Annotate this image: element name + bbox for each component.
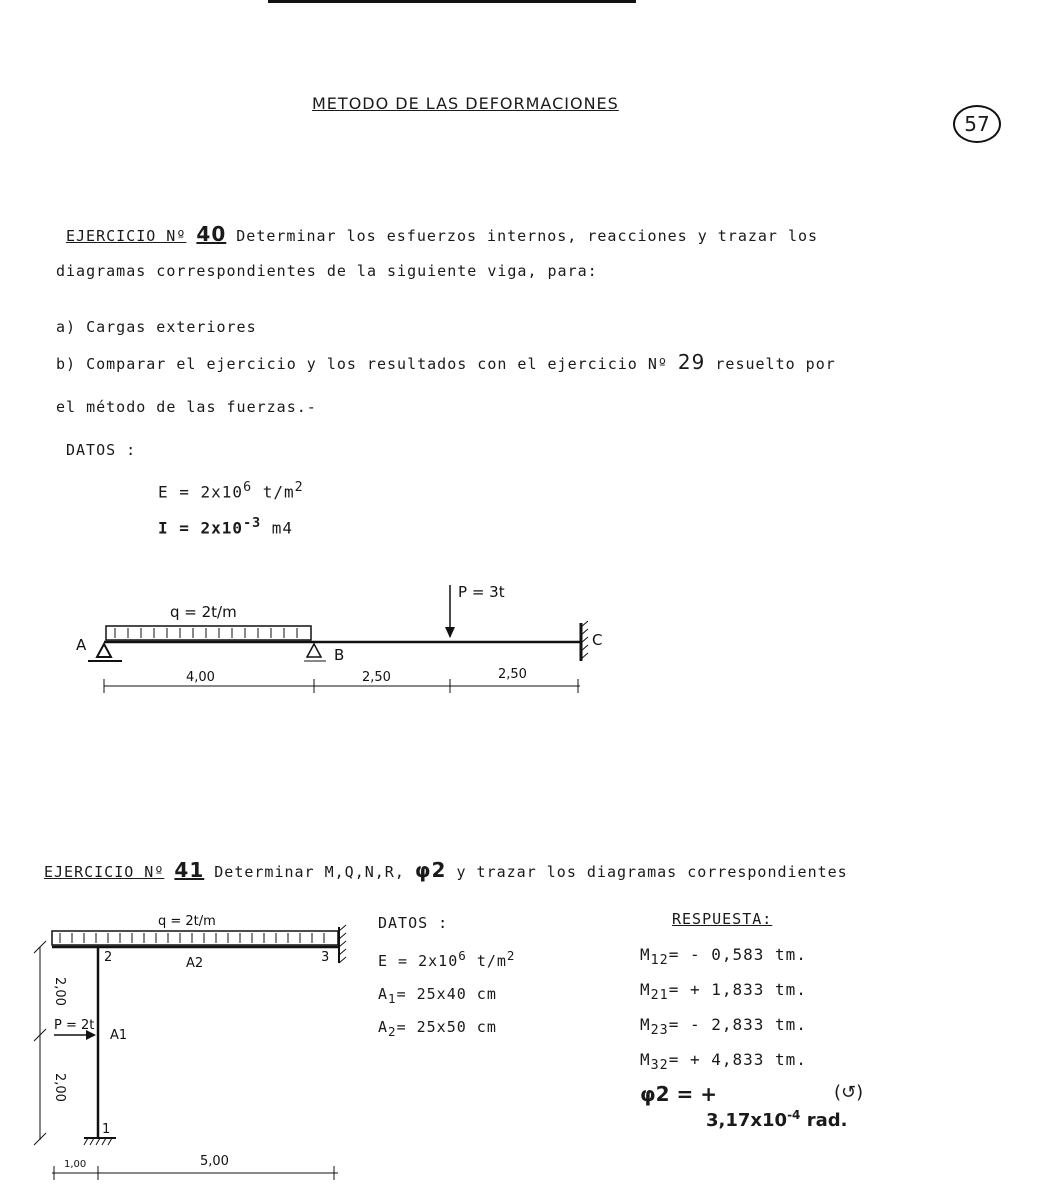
ex40-I-pre: I = 2x10 (158, 518, 244, 538)
ex41-A1-sub: 1 (388, 991, 397, 1006)
ex41-load-arrows (60, 933, 324, 943)
ex40-load-P-label: P = 3t (458, 583, 505, 601)
ex40-item-b-line2: el método de las fuerzas.- (56, 398, 317, 416)
ex41-node-2: 2 (104, 950, 113, 965)
ex40-item-b-post: resuelto por (715, 355, 836, 373)
ex41-label: EJERCICIO Nº (44, 863, 165, 881)
ex41-E-value (378, 948, 515, 970)
ex40-line2: diagramas correspondientes de la siguiente viga, para: (56, 262, 598, 280)
ex41-M21-sub: 21 (650, 988, 669, 1004)
ex40-span-PC: 2,50 (498, 667, 527, 682)
ex41-load-q-label: q = 2t/m (158, 914, 216, 929)
ex40-line1: Determinar los esfuerzos internos, reacciones y trazar los (236, 227, 819, 245)
ex41-result-phi-sense: (↺) (834, 1082, 864, 1103)
ex41-respuesta-title: RESPUESTA: (672, 910, 773, 928)
ex41-frame-diagram (30, 905, 355, 1185)
ex40-node-A: A (76, 636, 87, 654)
ex40-datos-label: DATOS : (66, 441, 137, 459)
ex41-result-M23 (640, 1015, 807, 1038)
ex41-A2-sub: 2 (388, 1024, 397, 1039)
ex41-height-upper: 2,00 (52, 977, 67, 1006)
ex40-E-exp: 6 (243, 480, 253, 495)
ex41-label-A1: A1 (110, 1028, 128, 1043)
ex40-point-load-arrowhead (445, 627, 455, 638)
page-title: METODO DE LAS DEFORMACIONES (312, 94, 619, 113)
ex41-height-lower: 2,00 (52, 1073, 67, 1102)
ex41-M23-sub: 23 (650, 1023, 669, 1039)
ex41-M12-label: M (640, 945, 651, 964)
ex41-E-unit-exp: 2 (506, 948, 516, 963)
ex41-text-post: y trazar los diagramas correspondientes (456, 863, 848, 881)
page-number: 57 (964, 112, 990, 136)
ex40-distributed-load (106, 626, 311, 640)
ex40-item-a: a) Cargas exteriores (56, 318, 257, 336)
ex40-number: 40 (196, 222, 227, 246)
ex41-M32-value: = + 4,833 tm. (668, 1050, 807, 1069)
ex41-phi-value: 3,17x10 (706, 1110, 788, 1131)
ex40-beam-diagram (60, 575, 620, 710)
ex41-load-P-label: P = 2t (54, 1018, 95, 1033)
ex41-number: 41 (174, 858, 205, 882)
ex41-result-M32 (640, 1050, 807, 1073)
ex41-A2-val: = 25x50 cm (396, 1018, 497, 1036)
ex41-M12-value: = - 0,583 tm. (668, 945, 807, 964)
ex40-E-value (158, 480, 304, 501)
ex41-A2-value (378, 1018, 497, 1039)
top-rule (268, 0, 636, 3)
ex41-M21-value: = + 1,833 tm. (668, 980, 807, 999)
ex40-load-arrows (115, 628, 297, 638)
ex40-I-value (158, 516, 293, 537)
ex41-M21-label: M (640, 980, 651, 999)
ex40-support-A (97, 644, 111, 657)
ex41-M32-label: M (640, 1050, 651, 1069)
ex41-A1-value (378, 985, 497, 1006)
page-number-badge (953, 105, 1001, 143)
ex40-I-exp: -3 (243, 516, 262, 531)
ex40-item-b-num: 29 (677, 350, 706, 374)
ex40-node-B: B (334, 646, 345, 664)
ex41-node-3: 3 (321, 950, 330, 965)
ex40-item-b (56, 350, 836, 374)
ex41-phi-unit: rad. (806, 1110, 848, 1131)
ex41-E-pre: E = 2x10 (378, 952, 459, 970)
ex40-support-B (307, 644, 321, 657)
ex40-span-BP: 2,50 (362, 670, 391, 685)
ex41-E-exp: 6 (458, 948, 467, 963)
ex41-distributed-load (52, 931, 338, 945)
ex41-result-M21 (640, 980, 807, 1003)
ex41-M12-sub: 12 (650, 953, 669, 969)
ex41-M23-value: = - 2,833 tm. (668, 1015, 807, 1034)
ex41-width-left: 1,00 (64, 1159, 87, 1170)
ex41-E-unit: t/m (476, 952, 507, 970)
ex40-label: EJERCICIO Nº (66, 227, 187, 245)
ex41-phi-exp: -4 (787, 1108, 801, 1122)
ex40-E-unit-exp: 2 (294, 480, 304, 495)
ex40-E-pre: E = 2x10 (158, 482, 244, 502)
ex41-M32-sub: 32 (650, 1058, 669, 1074)
ex40-span-AB: 4,00 (186, 670, 215, 685)
ex41-width-span: 5,00 (200, 1154, 229, 1169)
ex40-E-unit: t/m (262, 482, 295, 502)
ex41-A1-label: A (378, 985, 389, 1003)
ex41-A2-label: A (378, 1018, 389, 1036)
ex41-datos-label: DATOS : (378, 914, 449, 932)
ex41-label-A2: A2 (186, 956, 204, 971)
ex41-node-1: 1 (102, 1122, 111, 1137)
ex41-result-M12 (640, 945, 807, 968)
ex40-item-b-pre: b) Comparar el ejercicio y los resultados con el ejercicio Nº (56, 355, 668, 373)
ex41-text-pre: Determinar M,Q,N,R, (214, 863, 405, 881)
ex40-load-q-label: q = 2t/m (170, 603, 237, 621)
ex41-A1-val: = 25x40 cm (396, 985, 497, 1003)
ex40-heading (66, 222, 818, 246)
ex41-M23-label: M (640, 1015, 651, 1034)
ex41-heading (44, 858, 848, 882)
ex41-result-phi-label: φ2 = + (640, 1082, 718, 1106)
ex41-phi: φ2 (414, 858, 447, 882)
ex40-node-C: C (592, 631, 603, 649)
ex40-I-unit: m4 (271, 518, 294, 538)
ex41-result-phi-value (706, 1108, 847, 1131)
